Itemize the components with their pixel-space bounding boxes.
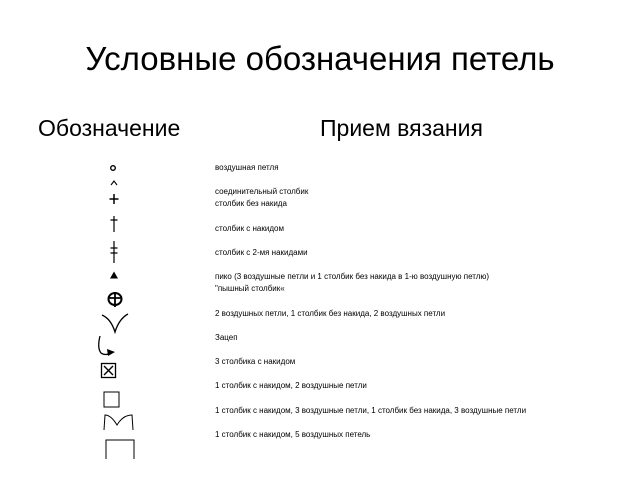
triangle-icon bbox=[109, 270, 119, 280]
circle-cross-icon bbox=[106, 290, 124, 308]
double-dagger-icon bbox=[109, 240, 119, 264]
row-text: воздушная петля bbox=[215, 163, 279, 172]
row-text: 1 столбик с накидом, 3 воздушные петли, 1 столбик без накида, 3 воздушные петли bbox=[215, 406, 527, 415]
row-text: столбик с 2-мя накидами bbox=[215, 248, 308, 257]
row-text: Зацеп bbox=[215, 333, 238, 342]
row-text: 3 столбика с накидом bbox=[215, 357, 296, 366]
row-text: "пышный столбик« bbox=[215, 284, 285, 293]
row-text: пико (3 воздушные петли и 1 столбик без накида в 1-ю воздушную петлю) bbox=[215, 272, 490, 281]
wide-bracket-icon bbox=[104, 438, 136, 460]
boxed-x-icon bbox=[100, 362, 118, 380]
row-text: 2 воздушных петли, 1 столбик без накида, 2 воздушных петли bbox=[215, 309, 446, 318]
row-text: 1 столбик с накидом, 2 воздушные петли bbox=[215, 381, 367, 390]
technique-column-header: Прием вязания bbox=[320, 115, 483, 141]
row-text: 1 столбик с накидом, 5 воздушных петель bbox=[215, 430, 371, 439]
symbol-column-header: Обозначение bbox=[38, 115, 181, 141]
row-text: столбик без накида bbox=[215, 199, 287, 208]
square-icon bbox=[103, 391, 121, 409]
double-arch-icon bbox=[102, 412, 134, 432]
hook-arrow-icon bbox=[96, 334, 120, 360]
plus-icon bbox=[108, 193, 120, 205]
v-curve-icon bbox=[100, 310, 130, 336]
caret-icon bbox=[109, 179, 119, 187]
dagger-icon bbox=[109, 215, 119, 233]
row-text: столбик с накидом bbox=[215, 224, 284, 233]
page-title: Условные обозначения петель bbox=[85, 40, 555, 77]
row-text: соединительный столбик bbox=[215, 187, 309, 196]
small-circle-icon bbox=[108, 163, 118, 173]
